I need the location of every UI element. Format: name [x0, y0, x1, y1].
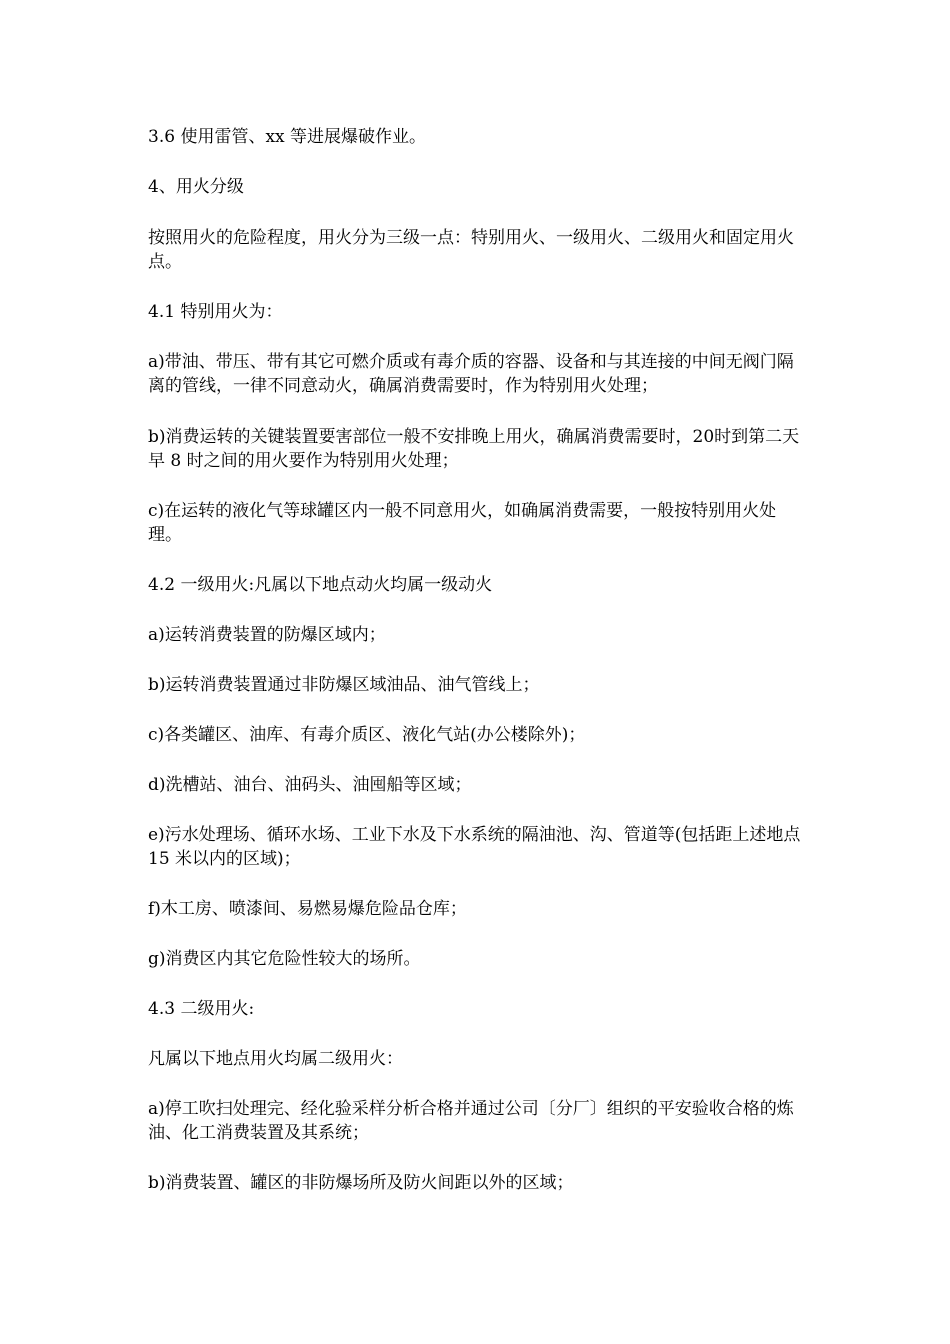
- paragraph-first-b: b)运转消费装置通过非防爆区域油品、油气管线上；: [148, 675, 540, 695]
- paragraph-first-f: f)木工房、喷漆间、易燃易爆危险品仓库；: [148, 899, 467, 919]
- paragraph-special-b: b)消费运转的关键装置要害部位一般不安排晚上用火，确属消费需要时，20时到第二天早 8 时之间的用火要作为特别用火处理；: [148, 427, 800, 471]
- paragraph-first-g: g)消费区内其它危险性较大的场所。: [148, 949, 421, 969]
- paragraph-second-intro: 凡属以下地点用火均属二级用火：: [148, 1049, 403, 1069]
- paragraph-first-d: d)洗槽站、油台、油码头、油囤船等区域；: [148, 775, 472, 795]
- paragraph-second-a: a)停工吹扫处理完、经化验采样分析合格并通过公司〔分厂〕组织的平安验收合格的炼油、化工消费装置及其系统；: [148, 1099, 794, 1143]
- paragraph-special-a: a)带油、带压、带有其它可燃介质或有毒介质的容器、设备和与其连接的中间无阀门隔离的管线，一律不同意动火，确属消费需要时，作为特别用火处理；: [148, 352, 794, 396]
- heading-first-level-fire: 4.2 一级用火:凡属以下地点动火均属一级动火: [148, 575, 493, 595]
- paragraph-second-b: b)消费装置、罐区的非防爆场所及防火间距以外的区域；: [148, 1173, 574, 1193]
- heading-second-level-fire: 4.3 二级用火:: [148, 999, 255, 1019]
- paragraph-blasting: 3.6 使用雷管、xx 等进展爆破作业。: [148, 127, 427, 147]
- heading-special-fire: 4.1 特别用火为：: [148, 302, 283, 322]
- paragraph-first-e: e)污水处理场、循环水场、工业下水及下水系统的隔油池、沟、管道等(包括距上述地点 15 米以内的区域)；: [148, 825, 801, 869]
- paragraph-first-a: a)运转消费装置的防爆区域内；: [148, 625, 386, 645]
- paragraph-first-c: c)各类罐区、油库、有毒介质区、液化气站(办公楼除外)；: [148, 725, 586, 745]
- paragraph-grading-intro: 按照用火的危险程度，用火分为三级一点：特别用火、一级用火、二级用火和固定用火点。: [148, 228, 794, 272]
- paragraph-special-c: c)在运转的液化气等球罐区内一般不同意用火，如确属消费需要，一般按特别用火处理。: [148, 501, 777, 545]
- heading-fire-grading: 4、用火分级: [148, 177, 244, 197]
